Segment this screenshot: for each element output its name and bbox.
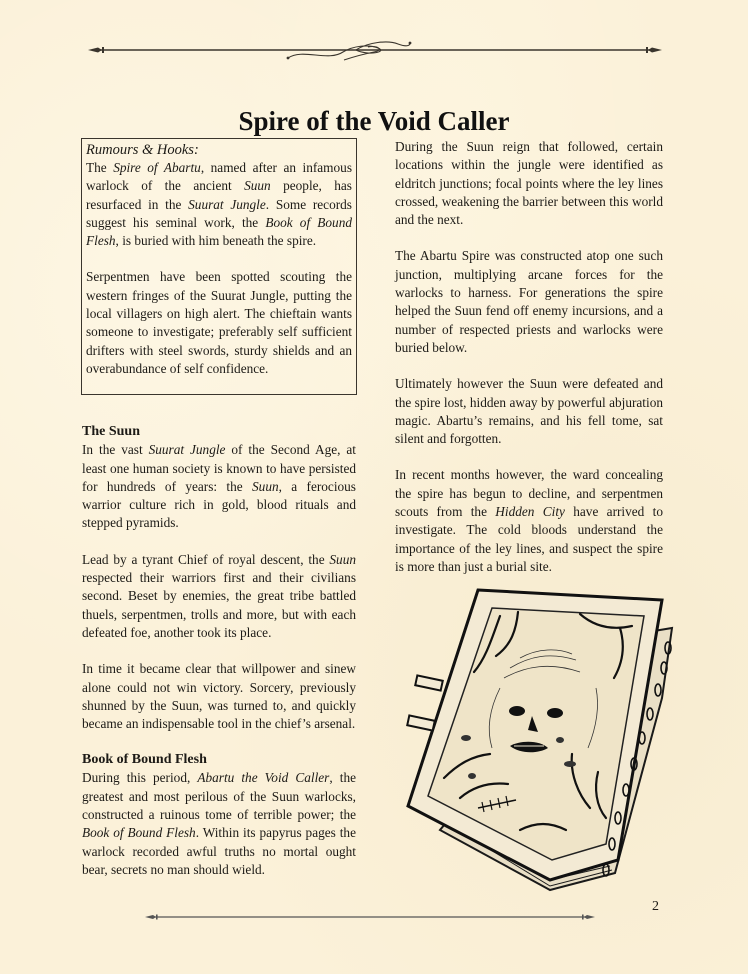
skull-tome-icon xyxy=(400,568,682,898)
section-heading-book-of-bound-flesh: Book of Bound Flesh xyxy=(82,752,207,768)
suun-paragraph-2: Lead by a tyrant Chief of royal descent, the Suun respected their warriors first and their civilians second. Beset by enemies, the great tribe battled thuels, serpentmen, trolls and more, but with each defeated foe, another took its place. xyxy=(82,551,356,640)
book-of-bound-flesh-illustration xyxy=(400,568,682,903)
hooks-paragraph-1: The Spire of Abartu, named after an infamous warlock of the ancient Suun people, has resurfaced in the Suurat Jungle. Some records suggest his seminal work, the Book of Bound Flesh, is buried with him beneath the spire. xyxy=(86,160,352,249)
flourish-divider-icon xyxy=(88,38,662,68)
arrow-rule-icon xyxy=(145,912,595,922)
left-column xyxy=(82,138,356,879)
right-column xyxy=(395,138,663,576)
right-paragraph-3: Ultimately however the Suun were defeated and the spire lost, hidden away by powerful abjuration magic. Abartu’s remains, and his fell tome, sat silent and forgotten. xyxy=(395,376,663,447)
rumours-hooks-box xyxy=(81,138,357,395)
top-ornamental-divider xyxy=(88,38,662,68)
bottom-divider xyxy=(145,912,595,922)
suun-paragraph-3: In time it became clear that willpower and sinew alone could not win victory. Sorcery, previously shunned by the Suun, was turned to, and quickly became an indispensable tool in the chief’s arsenal. xyxy=(82,661,356,732)
page-number: 2 xyxy=(652,899,659,914)
suun-paragraph-1: In the vast Suurat Jungle of the Second Age, at least one human society is known to have persisted for hundreds of years: the Suun, a ferocious warrior culture rich in gold, blood rituals and stepped pyramids. xyxy=(82,442,356,531)
hooks-box-title: Rumours & Hooks: xyxy=(86,142,199,158)
right-paragraph-2: The Abartu Spire was constructed atop one such junction, multiplying arcane forces for the warlocks to harness. For generations the spire helped the Suun fend off enemy incursions, and a number of respected priests and warlocks were buried below. xyxy=(395,248,663,355)
hooks-paragraph-2: Serpentmen have been spotted scouting the western fringes of the Suurat Jungle, putting the local villagers on high alert. The chieftain wants someone to investigate; preferably self sufficient drifters with steel swords, sturdy shields and an overabundance of self confidence. xyxy=(86,269,352,376)
book-paragraph-1: During this period, Abartu the Void Caller, the greatest and most perilous of the Suun warlocks, constructed a ruinous tome of terrible power; the Book of Bound Flesh. Within its papyrus pages the warlock recorded awful truths no mortal ought bear, secrets no man should wield. xyxy=(82,770,356,877)
section-heading-the-suun: The Suun xyxy=(82,424,140,440)
page-title: Spire of the Void Caller xyxy=(238,106,510,137)
right-paragraph-4: In recent months however, the ward concealing the spire has begun to decline, and serpentmen scouts from the Hidden City have arrived to investigate. The cold bloods understand the importance of the ley lines, and suspect the spire is more than just a burial site. xyxy=(395,467,663,574)
right-paragraph-1: During the Suun reign that followed, certain locations within the jungle were identified as eldritch junctions; focal points where the ley lines crossed, weakening the barrier between this world and the next. xyxy=(395,139,663,228)
